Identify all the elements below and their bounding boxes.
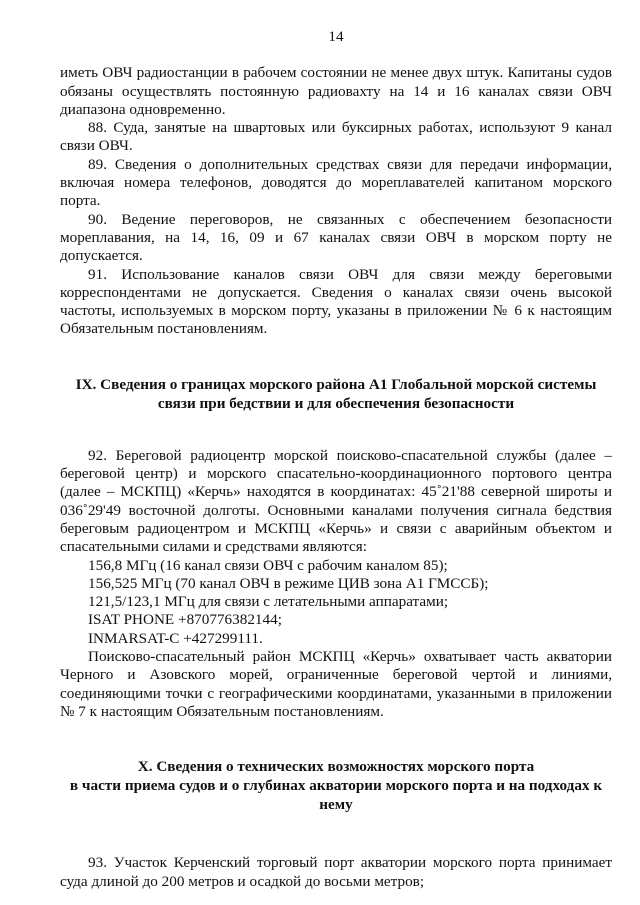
paragraph-92: 92. Береговой радиоцентр морской поисково-спасательной службы (далее – береговой центр) и морского спасательно-координационного портового центра (далее – МСКПЦ) «Керчь» находятся в координатах: 45˚21'88 северной широты и 036˚29'49 восточной долготы. Основными каналами получения сигнала бедствия береговым радиоцентром и МСКПЦ «Керчь» и связи с аварийным объектом и спасательными силами и средствами являются: xyxy=(60,446,612,556)
section-ix-heading-line-2: связи при бедствии и для обеспечения безопасности xyxy=(157,394,515,412)
channel-item: 156,525 МГц (70 канал ОВЧ в режиме ЦИВ зона А1 ГМССБ); xyxy=(88,574,489,592)
section-x-heading-line-1: X. Сведения о технических возможностях морского порта xyxy=(137,758,535,776)
section-x-heading-line-2: в части приема судов и о глубинах акватории морского порта и на подходах к xyxy=(69,777,603,795)
channel-item: 121,5/123,1 МГц для связи с летательными аппаратами; xyxy=(88,593,449,611)
channel-item: INMARSAT-C +427299111. xyxy=(88,629,263,647)
channel-item: ISAT PHONE +870776382144; xyxy=(88,611,282,629)
paragraph-90: 90. Ведение переговоров, не связанных с обеспечением безопасности мореплавания, на 14, 16, 09 и 67 каналах связи ОВЧ в морском порту не допускается. xyxy=(60,210,612,265)
paragraph-87-continuation: иметь ОВЧ радиостанции в рабочем состоянии не менее двух штук. Капитаны судов обязаны осуществлять постоянную радиовахту на 14 и 16 каналах связи ОВЧ диапазона одновременно. xyxy=(60,64,612,118)
spacer xyxy=(60,339,612,375)
section-ix-heading-line-1: IX. Сведения о границах морского района А1 Глобальной морской системы xyxy=(75,375,597,393)
spacer xyxy=(60,814,612,854)
section-x-heading xyxy=(60,757,612,814)
paragraph-89: 89. Сведения о дополнительных средствах связи для передачи информации, включая номера телефонов, доводятся до мореплавателей капитаном морского порта. xyxy=(60,155,612,210)
paragraph-93: 93. Участок Керченский торговый порт акватории морского порта принимает суда длиной до 200 метров и осадкой до восьми метров; xyxy=(60,854,612,890)
paragraph-88: 88. Суда, занятые на швартовых или буксирных работах, используют 9 канал связи ОВЧ. xyxy=(60,119,612,155)
spacer xyxy=(60,413,612,447)
spacer xyxy=(60,721,612,757)
channel-item: 156,8 МГц (16 канал связи ОВЧ с рабочим каналом 85); xyxy=(88,556,448,574)
section-ix-heading xyxy=(60,375,612,413)
search-area-paragraph: Поисково-спасательный район МСКПЦ «Керчь» охватывает часть акватории Черного и Азовского морей, ограниченные береговой чертой и линиями, соединяющими точки с географическими координатами, указанными в приложении № 7 к настоящим Обязательным постановлениям. xyxy=(60,648,612,720)
paragraph-91: 91. Использование каналов связи ОВЧ для связи между береговыми корреспондентами не допускается. Сведения о каналах связи очень высокой частоты, используемых в морском порту, указаны в приложении № 6 к настоящим Обязательным постановлениям. xyxy=(60,265,612,338)
page-number: 14 xyxy=(328,28,344,45)
section-x-heading-line-3: нему xyxy=(319,796,353,814)
